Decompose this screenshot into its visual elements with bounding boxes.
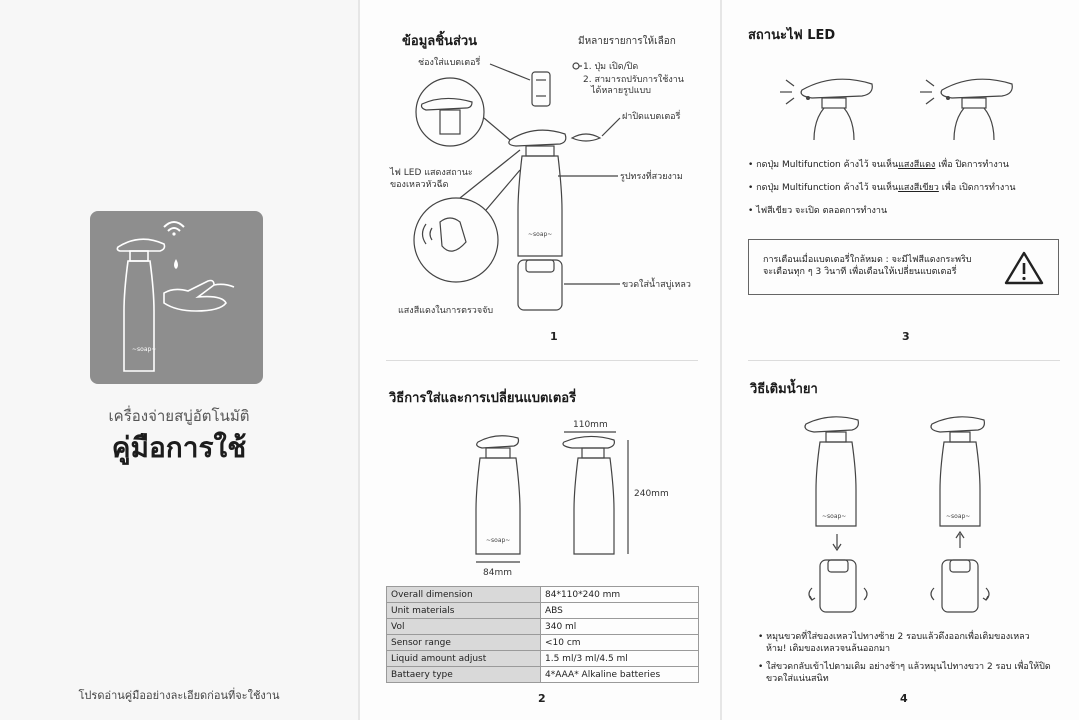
- spec-key: Sensor range: [387, 635, 541, 651]
- spec-key: Overall dimension: [387, 587, 541, 603]
- spec-table: [386, 586, 699, 683]
- page-number-2: 2: [538, 692, 546, 705]
- cover-footer: โปรดอ่านคู่มืออย่างละเอียดก่อนที่จะใช้งาน: [78, 689, 280, 702]
- spec-key: Battaery type: [387, 667, 541, 683]
- spec-key: Vol: [387, 619, 541, 635]
- battery-slot-label: ช่องใส่แบตเตอรี่: [418, 58, 481, 68]
- parts-heading: ข้อมูลชิ้นส่วน: [402, 34, 478, 49]
- page-number-4: 4: [900, 692, 908, 705]
- led-diagram: [722, 70, 1079, 150]
- green-light-highlight: แสงสีเขียว: [898, 183, 939, 193]
- refill-heading: วิธีเติมน้ำยา: [750, 382, 818, 397]
- spec-value: 4*AAA* Alkaline batteries: [541, 667, 699, 683]
- led-bullet-on: • ไฟสีเขียว จะเปิด ตลอดการทำงาน: [748, 206, 888, 216]
- option-2a-label: 2. สามารถปรับการใช้งาน: [583, 75, 684, 85]
- dim-width-top: 110mm: [573, 420, 608, 430]
- spec-value: ABS: [541, 603, 699, 619]
- svg-text:~soap~: ~soap~: [822, 513, 847, 520]
- option-1-label: 1. ปุ่ม เปิด/ปิด: [583, 62, 639, 72]
- spec-row: [387, 619, 699, 635]
- red-light-highlight: แสงสีแดง: [898, 160, 936, 170]
- page-number-1: 1: [550, 330, 558, 343]
- spec-key: Unit materials: [387, 603, 541, 619]
- refill-step-2b: ขวดใส่แน่นสนิท: [766, 674, 829, 684]
- svg-text:~soap~: ~soap~: [946, 513, 971, 520]
- spec-row: [387, 603, 699, 619]
- cover-title: คู่มือการใช้: [111, 431, 247, 464]
- led-bullet-text: เพื่อ ปิดการทำงาน: [935, 160, 1009, 170]
- option-2b-label: ได้หลายรูปแบบ: [591, 86, 651, 96]
- spec-value: 1.5 ml/3 ml/4.5 ml: [541, 651, 699, 667]
- panel-2-separator: [386, 360, 698, 361]
- battery-heading: วิธีการใส่และการเปลี่ยนแบตเตอรี่: [389, 391, 577, 406]
- container-label: ขวดใส่น้ำสบู่เหลว: [622, 280, 691, 290]
- refill-step-2a: • ใส่ขวดกลับเข้าไปตามเดิม อย่างช้าๆ แล้วหมุนไปทางขวา 2 รอบ เพื่อให้ปิด: [758, 662, 1051, 672]
- cover-illustration: [90, 211, 263, 384]
- spec-value: <10 cm: [541, 635, 699, 651]
- refill-step-1a: • หมุนขวดที่ใส่ของเหลวไปทางซ้าย 2 รอบแล้วดึงออกเพื่อเติมของเหลว: [758, 632, 1030, 642]
- warning-line-2: จะเตือนทุก ๆ 3 วินาที เพื่อเตือนให้เปลี่ยนแบตเตอรี่: [763, 267, 957, 277]
- spec-value: 84*110*240 mm: [541, 587, 699, 603]
- led-label-b: ของเหลวหัวฉีด: [390, 180, 449, 190]
- refill-diagram: [722, 410, 1079, 620]
- battery-warning-box: [748, 239, 1059, 295]
- svg-text:~soap~: ~soap~: [132, 346, 157, 353]
- red-light-label: แสงสีแดงในการตรวจจับ: [398, 306, 494, 316]
- cover-subtitle: เครื่องจ่ายสบู่อัตโนมัติ: [108, 407, 250, 425]
- shape-label: รูปทรงที่สวยงาม: [620, 172, 683, 182]
- warning-text: [763, 254, 993, 278]
- svg-text:~soap~: ~soap~: [528, 231, 553, 238]
- parts-diagram: [360, 0, 720, 330]
- panel-3-separator: [748, 360, 1060, 361]
- spec-row: [387, 587, 699, 603]
- led-bullet-text: • กดปุ่ม Multifunction ค้างไว้ จนเห็น: [748, 183, 899, 193]
- led-label-a: ไฟ LED แสดงสถานะ: [390, 168, 473, 178]
- dimension-diagram: [360, 420, 720, 580]
- options-heading: มีหลายรายการให้เลือก: [578, 36, 676, 47]
- spec-key: Liquid amount adjust: [387, 651, 541, 667]
- led-bullet-red: [748, 160, 1009, 171]
- refill-step-1b: ห้าม! เติมของเหลวจนล้นออกมา: [766, 644, 891, 654]
- spec-row: [387, 651, 699, 667]
- spec-row: [387, 667, 699, 683]
- led-bullet-text: เพื่อ เปิดการทำงาน: [938, 183, 1016, 193]
- spec-value: 340 ml: [541, 619, 699, 635]
- led-heading: สถานะไฟ LED: [748, 28, 836, 43]
- warning-icon: [1004, 250, 1044, 286]
- warning-line-1: การเตือนเมื่อแบตเตอรี่ใกล้หมด : จะมีไฟสีแดงกระพริบ: [763, 255, 972, 265]
- page-number-3: 3: [902, 330, 910, 343]
- led-bullet-green: [748, 183, 1016, 194]
- dim-width-bottom: 84mm: [483, 568, 512, 578]
- cover-panel: [0, 0, 358, 720]
- battery-cover-label: ฝาปิดแบตเตอรี่: [622, 112, 681, 122]
- svg-text:~soap~: ~soap~: [486, 537, 511, 544]
- dim-height: 240mm: [634, 489, 669, 499]
- dispenser-hand-icon: [90, 211, 263, 384]
- spec-row: [387, 635, 699, 651]
- led-bullet-text: • กดปุ่ม Multifunction ค้างไว้ จนเห็น: [748, 160, 899, 170]
